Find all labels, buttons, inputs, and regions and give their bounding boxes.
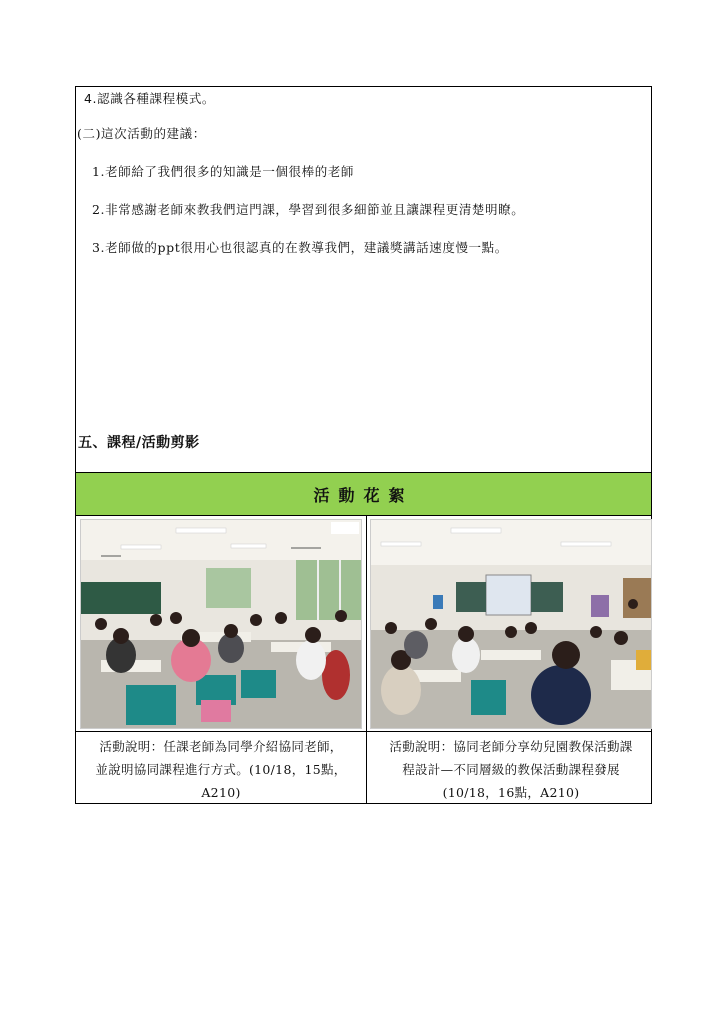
caption-1-line-1: 活動說明：任課老師為同學介紹協同老師， — [99, 739, 343, 754]
caption-1-line-2: 並說明協同課程進行方式。(10/18，15點， — [95, 762, 347, 777]
suggestion-item-1: 1.老師給了我們很多的知識是一個很棒的老師 — [92, 164, 355, 179]
photo-caption-2 — [368, 735, 654, 804]
row-divider — [76, 731, 651, 732]
suggestion-item-2: 2.非常感謝老師來教我們這門課，學習到很多細節並且讓課程更清楚明瞭。 — [92, 202, 525, 217]
classroom-photo-illustration-1 — [81, 520, 362, 729]
classroom-photo-illustration-2 — [371, 520, 652, 729]
activity-photo-2 — [370, 519, 652, 729]
section-title-gallery: 五、課程/活動剪影 — [78, 435, 200, 451]
caption-2-line-1: 活動說明：協同老師分享幼兒園教保活動課 — [389, 739, 633, 754]
objective-item-4: 4.認識各種課程模式。 — [84, 91, 216, 106]
activity-photo-1 — [80, 519, 362, 729]
gallery-table — [75, 472, 652, 804]
caption-2-line-2: 程設計—不同層級的教保活動課程發展 — [402, 762, 620, 777]
suggestion-item-3: 3.老師做的ppt很用心也很認真的在教導我們，建議獎講話速度慢一點。 — [92, 240, 508, 255]
gallery-banner: 活動花絮 — [76, 473, 651, 516]
photo-caption-1 — [78, 735, 364, 804]
caption-2-line-3: (10/18，16點，A210) — [442, 785, 580, 800]
suggestions-heading: (二)這次活動的建議： — [77, 126, 206, 141]
content-frame — [75, 86, 652, 472]
caption-1-line-3: A210) — [201, 785, 241, 800]
